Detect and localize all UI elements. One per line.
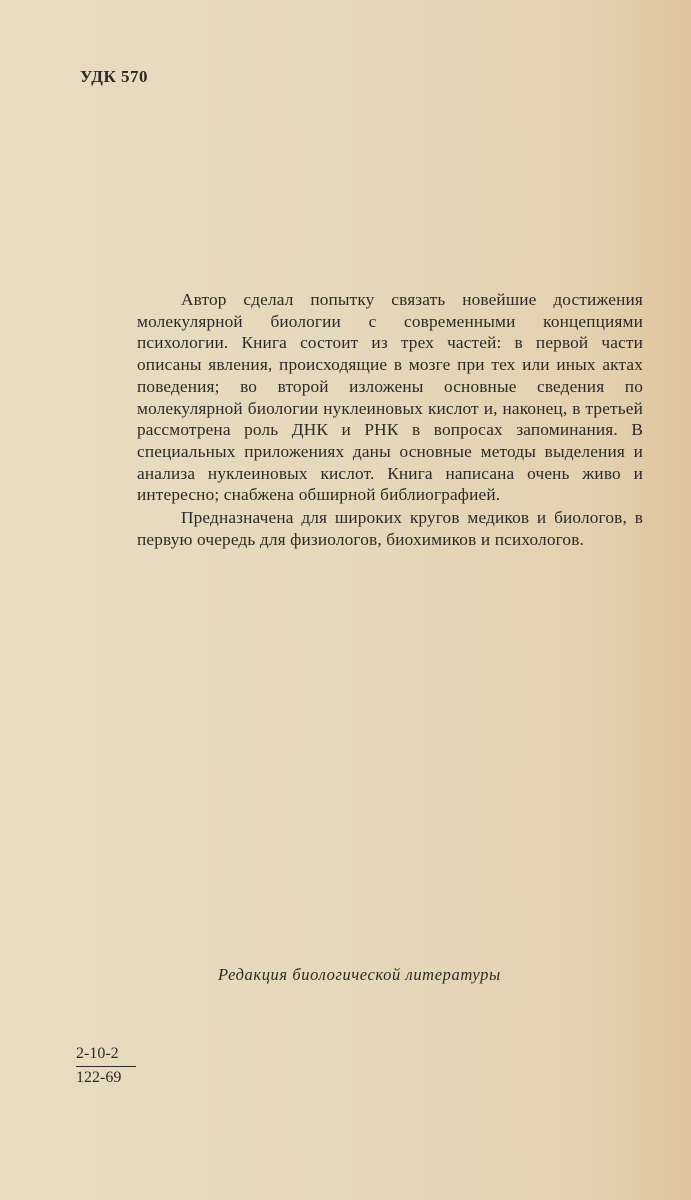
abstract-text [137, 289, 643, 550]
index-code-numerator: 2-10-2 [76, 1045, 119, 1062]
publication-index-code [76, 1044, 136, 1088]
index-code-denominator: 122-69 [76, 1069, 122, 1086]
index-code-fraction-line [76, 1066, 136, 1067]
abstract-paragraph-2: Предназначена для широких кругов медиков и биологов, в первую очередь для физиологов, биохимиков и психологов. [137, 508, 643, 549]
editorial-line: Редакция биологической литературы [218, 965, 501, 984]
abstract-paragraph-1: Автор сделал попытку связать новейшие достижения молекулярной биологии с современными концепциями психологии. Книга состоит из трех частей: в первой части описаны явления, происходящие в мозге при тех или иных актах поведения; во второй изложены основные сведения по молекулярной биологии нуклеиновых кислот и, наконец, в третьей рассмотрена роль ДНК и РНК в вопросах запоминания. В специальных приложениях даны основные методы выделения и анализа нуклеиновых кислот. Книга написана очень живо и интересно; снабжена обширной библиографией. [137, 290, 643, 505]
udk-code: УДК 570 [80, 67, 149, 86]
